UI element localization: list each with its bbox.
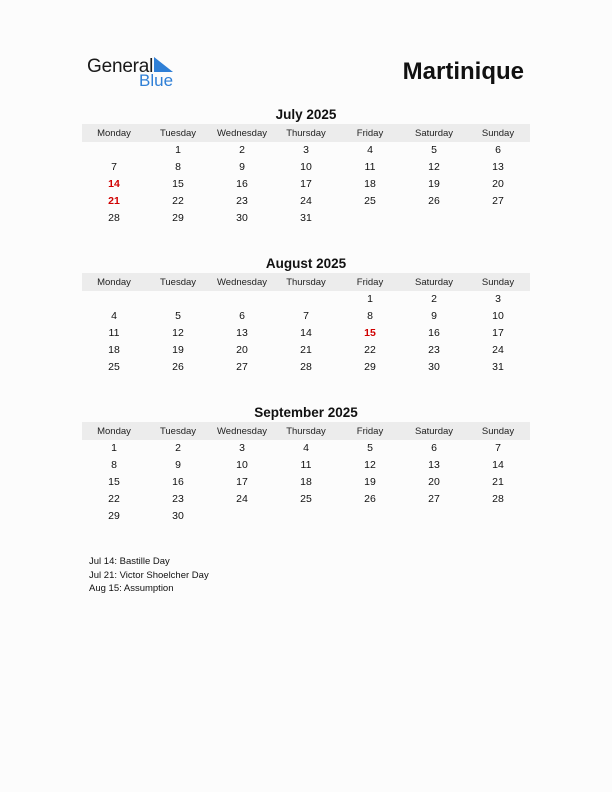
day-cell: 31 [492,360,504,373]
day-cell: 17 [300,177,312,190]
day-cell: 11 [300,459,312,472]
day-cell: 12 [428,161,440,174]
day-cell: 13 [428,459,440,472]
country-title: Martinique [402,58,524,85]
holiday-list-item: Jul 14: Bastille Day [89,556,170,567]
day-cell: 12 [172,326,184,339]
day-cell: 9 [175,459,181,472]
empty-day-cell [274,507,338,524]
empty-day-cell [402,507,466,524]
day-cell: 21 [492,475,504,488]
day-cell: 20 [428,475,440,488]
day-cell: 29 [108,509,120,522]
day-cell: 28 [300,360,312,373]
weekday-header: Friday [338,273,402,291]
day-cell: 7 [495,442,501,455]
day-cell: 2 [431,293,437,306]
weekday-header: Thursday [274,124,338,142]
day-cell: 23 [428,343,440,356]
day-cell: 14 [300,326,312,339]
weekday-header: Wednesday [210,124,274,142]
month-grid [82,124,530,226]
day-cell: 29 [172,211,184,224]
day-cell: 3 [303,144,309,157]
week-row [82,440,530,457]
day-cell: 17 [492,326,504,339]
day-cell: 26 [364,492,376,505]
week-row [82,474,530,491]
day-cell: 21 [300,343,312,356]
weekday-header: Monday [82,422,146,440]
day-cell: 15 [364,326,376,339]
day-cell: 7 [303,310,309,323]
weekday-header: Thursday [274,422,338,440]
day-cell: 4 [303,442,309,455]
day-cell: 13 [236,326,248,339]
week-row [82,507,530,524]
day-cell: 24 [236,492,248,505]
month-calendar [82,404,530,524]
weekday-header: Sunday [466,422,530,440]
empty-day-cell [146,291,210,308]
day-cell: 22 [108,492,120,505]
weekday-header: Monday [82,273,146,291]
day-cell: 22 [364,343,376,356]
day-cell: 23 [236,194,248,207]
day-cell: 25 [108,360,120,373]
day-cell: 13 [492,161,504,174]
day-cell: 10 [492,310,504,323]
day-cell: 22 [172,194,184,207]
week-row [82,209,530,226]
weekday-header: Saturday [402,273,466,291]
day-cell: 2 [175,442,181,455]
day-cell: 19 [172,343,184,356]
day-cell: 26 [172,360,184,373]
day-cell: 9 [431,310,437,323]
day-cell: 16 [236,177,248,190]
holiday-list-item: Jul 21: Victor Shoelcher Day [89,569,209,581]
week-row [82,176,530,193]
day-cell: 1 [367,293,373,306]
day-cell: 27 [236,360,248,373]
day-cell: 24 [300,194,312,207]
day-cell: 1 [111,442,117,455]
day-cell: 5 [367,442,373,455]
empty-day-cell [466,209,530,226]
weekday-header: Thursday [274,273,338,291]
day-cell: 10 [236,459,248,472]
day-cell: 11 [364,161,376,174]
weekday-header: Saturday [402,422,466,440]
week-row [82,358,530,375]
holiday-list-item: Aug 15: Assumption [89,583,174,594]
day-cell: 21 [108,194,120,207]
month-title: August 2025 [265,256,347,271]
day-cell: 30 [172,509,184,522]
day-cell: 5 [175,310,181,323]
day-cell: 19 [364,475,376,488]
weekday-header: Sunday [466,273,530,291]
day-cell: 15 [172,177,184,190]
day-cell: 12 [364,459,376,472]
logo [87,56,187,92]
day-cell: 5 [431,144,437,157]
day-cell: 6 [239,310,245,323]
weekday-header: Tuesday [146,273,210,291]
day-cell: 20 [492,177,504,190]
day-cell: 23 [172,492,184,505]
holiday-list [89,555,209,596]
day-cell: 31 [300,211,312,224]
day-cell: 26 [428,194,440,207]
day-cell: 18 [108,343,120,356]
empty-day-cell [338,507,402,524]
day-cell: 1 [175,144,181,157]
week-row [82,192,530,209]
weekday-header: Tuesday [146,422,210,440]
empty-day-cell [82,291,146,308]
day-cell: 6 [495,144,501,157]
day-cell: 3 [495,293,501,306]
day-cell: 4 [111,310,117,323]
week-row [82,308,530,325]
month-calendar [82,106,530,226]
day-cell: 16 [172,475,184,488]
day-cell: 7 [111,161,117,174]
day-cell: 4 [367,144,373,157]
weekday-header: Friday [338,124,402,142]
empty-day-cell [402,209,466,226]
empty-day-cell [210,291,274,308]
day-cell: 8 [367,310,373,323]
day-cell: 25 [364,194,376,207]
day-cell: 25 [300,492,312,505]
week-row [82,291,530,308]
day-cell: 2 [239,144,245,157]
day-cell: 24 [492,343,504,356]
month-title: September 2025 [254,405,358,420]
logo-blue-text: Blue [139,71,174,90]
empty-day-cell [338,209,402,226]
day-cell: 8 [175,161,181,174]
day-cell: 27 [492,194,504,207]
day-cell: 29 [364,360,376,373]
week-row [82,457,530,474]
day-cell: 15 [108,475,120,488]
day-cell: 16 [428,326,440,339]
week-row [82,142,530,159]
empty-day-cell [210,507,274,524]
weekday-header: Monday [82,124,146,142]
weekday-header: Sunday [466,124,530,142]
month-grid [82,422,530,524]
day-cell: 14 [492,459,504,472]
day-cell: 10 [300,161,312,174]
week-row [82,325,530,342]
day-cell: 18 [300,475,312,488]
day-cell: 30 [236,211,248,224]
week-row [82,490,530,507]
day-cell: 18 [364,177,376,190]
weekday-header: Wednesday [210,273,274,291]
month-grid [82,273,530,375]
day-cell: 28 [108,211,120,224]
month-calendar [82,255,530,375]
month-title: July 2025 [275,107,337,122]
day-cell: 8 [111,459,117,472]
logo-general-text: General [87,56,154,77]
empty-day-cell [466,507,530,524]
day-cell: 9 [239,161,245,174]
empty-day-cell [82,142,146,159]
weekday-header: Saturday [402,124,466,142]
weekday-header: Friday [338,422,402,440]
day-cell: 14 [108,177,120,190]
weekday-header: Tuesday [146,124,210,142]
day-cell: 6 [431,442,437,455]
week-row [82,341,530,358]
day-cell: 28 [492,492,504,505]
day-cell: 11 [108,326,120,339]
day-cell: 20 [236,343,248,356]
day-cell: 17 [236,475,248,488]
day-cell: 3 [239,442,245,455]
week-row [82,159,530,176]
day-cell: 19 [428,177,440,190]
day-cell: 27 [428,492,440,505]
empty-day-cell [274,291,338,308]
day-cell: 30 [428,360,440,373]
weekday-header: Wednesday [210,422,274,440]
